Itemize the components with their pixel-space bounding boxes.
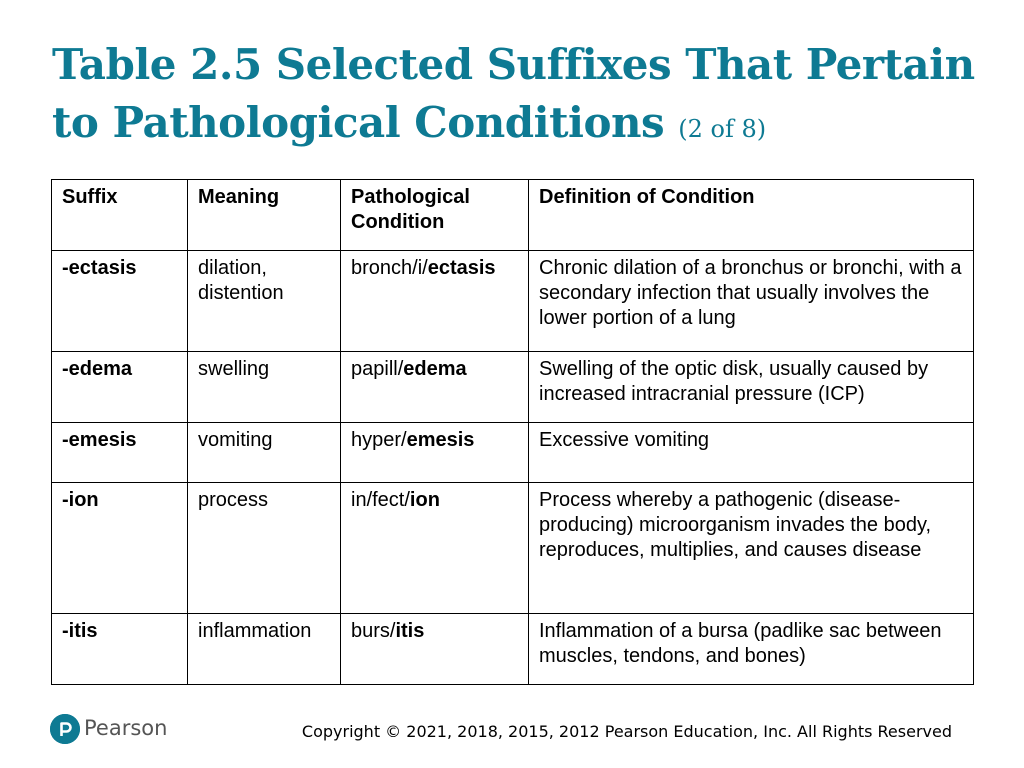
condition-cell bbox=[341, 251, 529, 352]
title-main: Table 2.5 Selected Suffixes That Pertain to Pathological Conditions bbox=[52, 40, 975, 147]
header-meaning: Meaning bbox=[188, 180, 341, 251]
definition-cell: Process whereby a pathogenic (disease-producing) microorganism invades the body, reproduces, multiplies, and causes disease bbox=[529, 483, 974, 614]
meaning-cell: inflammation bbox=[188, 614, 341, 685]
header-pathological-condition: Pathological Condition bbox=[341, 180, 529, 251]
table-row bbox=[52, 352, 974, 423]
header-suffix: Suffix bbox=[52, 180, 188, 251]
condition-root: bronch/i/ bbox=[351, 257, 428, 279]
definition-cell: Inflammation of a bursa (padlike sac between muscles, tendons, and bones) bbox=[529, 614, 974, 685]
meaning-cell: dilation, distention bbox=[188, 251, 341, 352]
suffix-table bbox=[51, 179, 974, 685]
condition-suffix: emesis bbox=[406, 429, 475, 451]
condition-cell bbox=[341, 352, 529, 423]
definition-cell: Excessive vomiting bbox=[529, 423, 974, 483]
definition-cell: Chronic dilation of a bronchus or bronchi, with a secondary infection that usually involves the lower portion of a lung bbox=[529, 251, 974, 352]
table-row bbox=[52, 423, 974, 483]
suffix-cell: -ectasis bbox=[52, 251, 188, 352]
suffix-cell: -itis bbox=[52, 614, 188, 685]
page-title bbox=[52, 36, 992, 158]
meaning-cell: process bbox=[188, 483, 341, 614]
table-row bbox=[52, 483, 974, 614]
copyright-notice: Copyright © 2021, 2018, 2015, 2012 Pearson Education, Inc. All Rights Reserved bbox=[301, 722, 952, 741]
condition-cell bbox=[341, 483, 529, 614]
condition-cell bbox=[341, 423, 529, 483]
footer bbox=[0, 710, 1024, 760]
pearson-logo-icon bbox=[50, 714, 80, 744]
condition-root: in/fect/ bbox=[351, 489, 410, 511]
pearson-wordmark: Pearson bbox=[84, 716, 168, 740]
meaning-cell: swelling bbox=[188, 352, 341, 423]
condition-suffix: ion bbox=[409, 489, 440, 511]
meaning-cell: vomiting bbox=[188, 423, 341, 483]
table-row bbox=[52, 251, 974, 352]
title-page-indicator: (2 of 8) bbox=[678, 115, 767, 143]
suffix-cell: -emesis bbox=[52, 423, 188, 483]
suffix-cell: -edema bbox=[52, 352, 188, 423]
header-definition: Definition of Condition bbox=[529, 180, 974, 251]
definition-cell: Swelling of the optic disk, usually caused by increased intracranial pressure (ICP) bbox=[529, 352, 974, 423]
table-header-row bbox=[52, 180, 974, 251]
condition-cell bbox=[341, 614, 529, 685]
condition-root: papill/ bbox=[351, 358, 404, 380]
condition-suffix: ectasis bbox=[427, 257, 496, 279]
condition-root: burs/ bbox=[351, 620, 396, 642]
condition-suffix: edema bbox=[403, 358, 467, 380]
suffix-cell: -ion bbox=[52, 483, 188, 614]
condition-root: hyper/ bbox=[351, 429, 407, 451]
condition-suffix: itis bbox=[395, 620, 425, 642]
table-row bbox=[52, 614, 974, 685]
